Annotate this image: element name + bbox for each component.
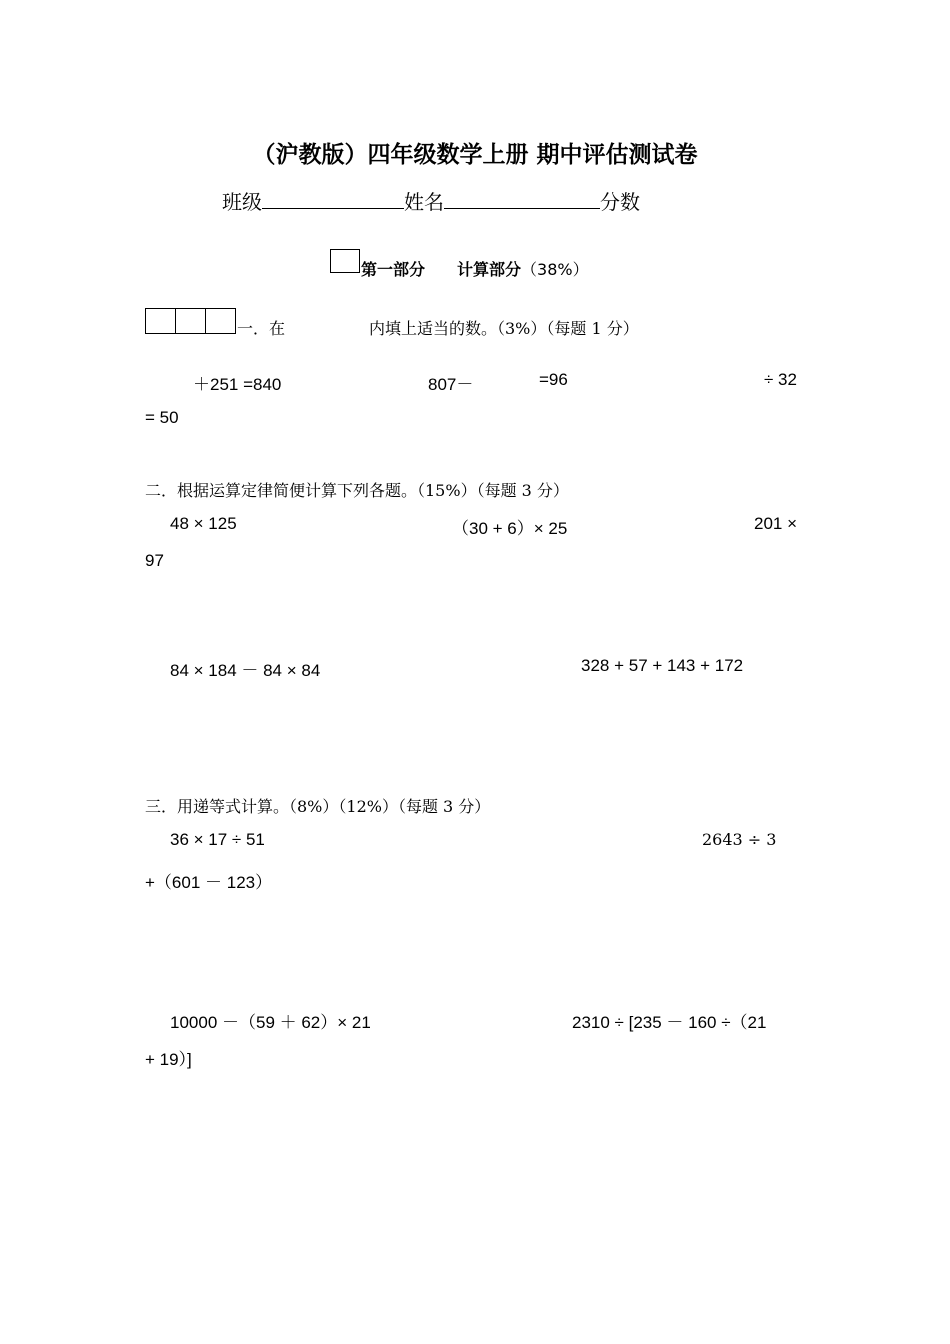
q3-item: + 19）] [145,1050,192,1069]
q2-heading: 二．根据运算定律简便计算下列各题。（15%）（每题 3 分） [145,481,569,500]
q2-item: 201 × [754,514,798,533]
class-label: 班级 [222,190,262,214]
score-box-3[interactable] [205,308,236,334]
part1-topic: 计算部分 [457,260,522,279]
q1-item: = 50 [145,408,179,427]
score-label: 分数 [600,190,640,214]
q2-item: 84 × 184 － 84 × 84 [170,661,321,680]
score-box-1[interactable] [145,308,176,334]
part1-heading [361,257,589,280]
name-field[interactable] [444,186,600,209]
q1-item: ＋251 =840 [193,375,282,394]
q1-item: 807－ [428,375,474,394]
q1-heading-b: 内填上适当的数。（3%）（每题 1 分） [369,319,639,338]
q3-item: 10000 －（59 ＋ 62）× 21 [170,1013,371,1032]
q3-heading: 三．用递等式计算。（8%）（12%）（每题 3 分） [145,797,491,816]
q1-heading-a: 一．在 [237,319,286,338]
q2-item: （30 + 6）× 25 [452,519,568,538]
page-title: （沪教版）四年级数学上册 期中评估测试卷 [252,142,698,168]
name-label: 姓名 [404,190,444,214]
score-box-2[interactable] [175,308,206,334]
q2-item: 48 × 125 [170,514,237,533]
q1-item: ÷ 32 [764,370,797,389]
q3-item: 2310 ÷ [235 － 160 ÷（21 [572,1013,767,1032]
q2-item: 97 [145,551,164,570]
part1-percent: （38%） [521,260,589,279]
q2-item: 328 + 57 + 143 + 172 [581,656,744,675]
part1-score-box[interactable] [330,249,360,273]
part1-name: 第一部分 [361,260,426,279]
q3-item: 36 × 17 ÷ 51 [170,830,265,849]
student-info [222,186,640,215]
q3-item: 2643 ÷ 3 [702,830,777,849]
class-field[interactable] [262,186,404,209]
q1-item: =96 [539,370,568,389]
q3-item: +（601 － 123） [145,873,273,892]
